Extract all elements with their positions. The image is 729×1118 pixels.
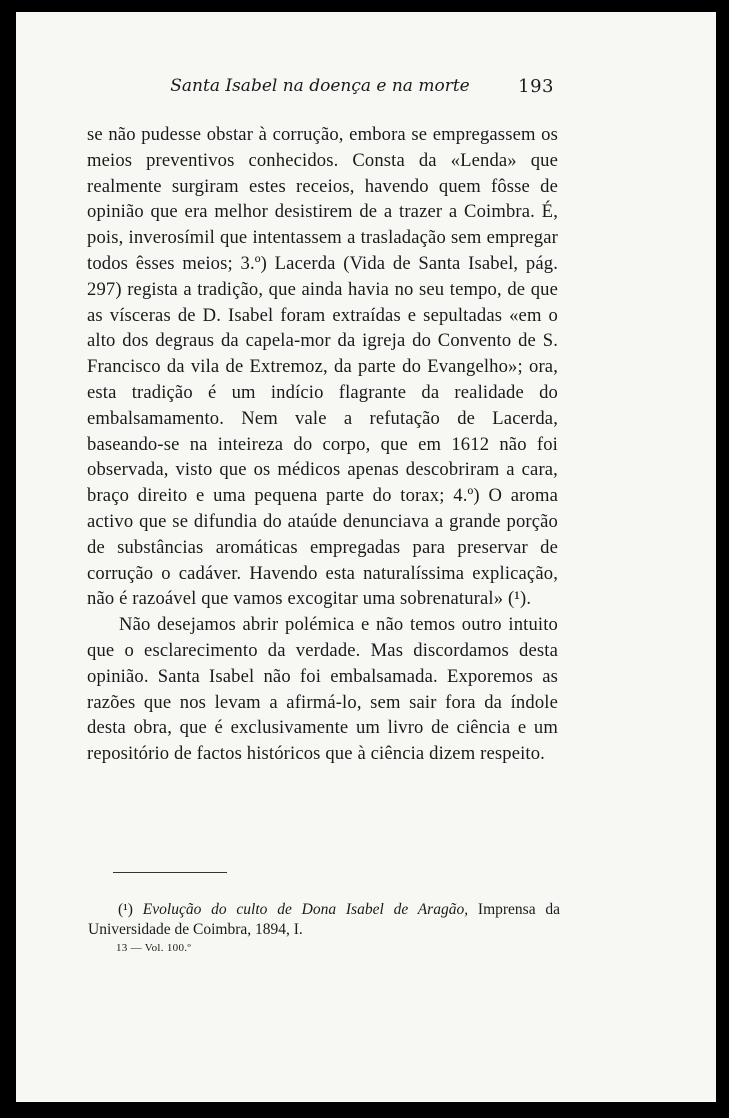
footnote [88, 900, 560, 940]
book-page [16, 12, 716, 1102]
page-number: 193 [518, 76, 554, 97]
footnote-divider [113, 872, 227, 873]
footnote-title: Evolução do culto de Dona Isabel de Aragão, [142, 901, 469, 918]
paragraph-1: se não pudesse obstar à corrução, embora se empregassem os meios preventivos conhecidos. Consta da «Lenda» que realmente surgiram estes receios, havendo quem fôsse de opinião que era melhor desistirem de a trazer a Coimbra. É, pois, inverosímil que intentassem a trasladação sem empregar todos êsses meios; 3.º) Lacerda (Vida de Santa Isabel, pág. 297) regista a tradição, que ainda havia no seu tempo, de que as vísceras de D. Isabel foram extraídas e sepultadas «em o alto dos degraus da capela-mor da igreja do Convento de S. Francisco da vila de Extremoz, da parte do Evangelho»; ora, esta tradição é um indício flagrante da realidade do embalsamamento. Nem vale a refutação de Lacerda, baseando-se na inteireza do corpo, que em 1612 não foi observada, visto que os médicos apenas descobriram a cara, braço direito e uma pequena parte do torax; 4.º) O aroma activo que se difundia do ataúde denunciava a grande porção de substâncias aromáticas empregadas para preservar de corrução o cadáver. Havendo esta naturalíssima explicação, não é razoável que vamos excogitar uma sobrenatural» (¹). [87, 124, 558, 610]
paragraph-2: Não desejamos abrir polémica e não temos outro intuito que o esclarecimento da verdade. Mas discordamos desta opinião. Santa Isabel não foi embalsamada. Exporemos as razões que nos levam a afirmá-lo, sem sair fora da índole desta obra, que é exclusivamente um livro de ciência e um repositório de factos históricos que à ciência dizem respeito. [87, 614, 558, 765]
printer-signature: 13 — Vol. 100.º [116, 942, 192, 954]
body-text [87, 122, 558, 767]
running-title: Santa Isabel na doença e na morte [170, 76, 470, 96]
page-header [86, 76, 554, 100]
footnote-marker: (¹) [118, 901, 133, 918]
footnote-publisher: Imprensa da Universidade de Coimbra, 1894, I. [88, 901, 561, 938]
